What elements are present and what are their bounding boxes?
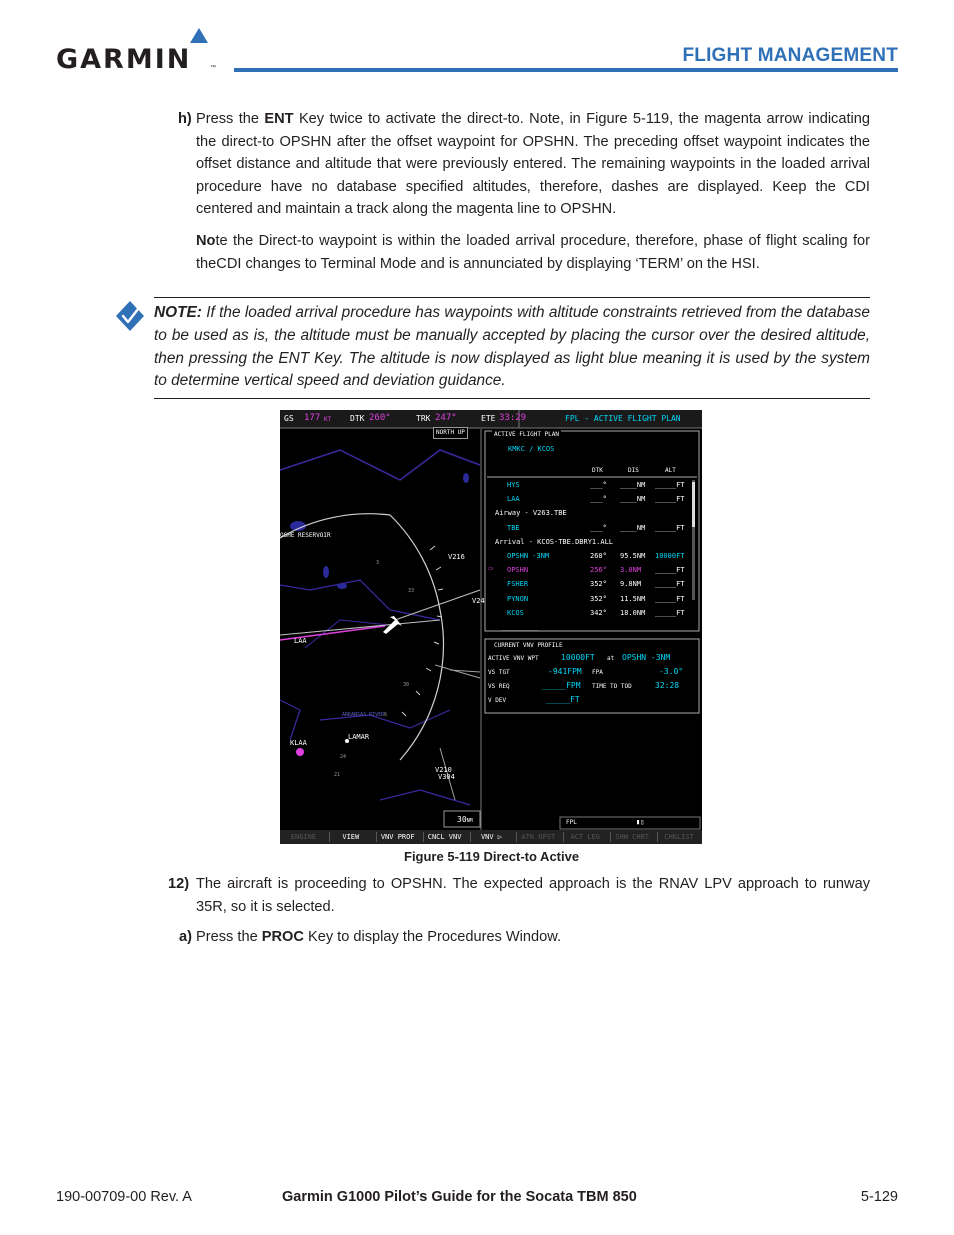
map-label-v216: V216	[448, 553, 465, 561]
map-range-value: 30	[457, 815, 467, 824]
gs-unit: KT	[324, 416, 332, 423]
step-h-post: Key twice to activate the direct-to. Note, in Figure 5-119, the magenta arrow indicating the direct-to OPSHN after the offset waypoint for OPSHN. The preceding offset waypoint indicates the offset distance and altitude that were previously entered. The remaining waypoints in the loaded arrival procedure have no database specified altitudes, therefore, dashes are displayed. Keep the CDI centered and maintain a track along the magenta line to OPSHN.	[196, 111, 871, 217]
vs-tgt-value: -941FPM	[548, 667, 582, 676]
section-title: FLIGHT MANAGEMENT	[682, 45, 898, 66]
vdev-value: _____FT	[546, 695, 580, 704]
step-h-body	[196, 108, 870, 221]
fpl-tab-label: FPL	[566, 819, 577, 826]
fpl-route: KMKC / KCOS	[508, 445, 555, 453]
fpl-dis: ____NM	[620, 495, 646, 504]
fpl-alt[interactable]: _____FT	[655, 566, 685, 575]
fpl-section-label: ACTIVE FLIGHT PLAN	[494, 431, 560, 438]
step-a-label: a)	[179, 929, 192, 945]
fpl-alt[interactable]: _____FT	[655, 481, 685, 489]
fpl-dtk: ___°	[590, 523, 607, 532]
dtk-value: 260°	[369, 413, 391, 423]
map-range-unit: NM	[466, 818, 473, 824]
fpl-empty-row: _________	[501, 623, 539, 631]
fpl-col-dis: DIS	[628, 467, 639, 474]
step-12	[168, 873, 870, 918]
step-12-label: 12)	[168, 876, 190, 892]
step-12-body: The aircraft is proceeding to OPSHN. The expected approach is the RNAV LPV approach to runway 35R, so it is selected.	[196, 876, 870, 915]
footer-page-number: 5-129	[860, 1189, 898, 1205]
softkey[interactable]: VNV ▷	[470, 832, 513, 842]
note-label: NOTE:	[154, 304, 202, 321]
compass-21: 21	[334, 772, 341, 778]
fpl-dtk: 260°	[590, 552, 607, 560]
vnv-active-alt: 10000FT	[561, 653, 595, 662]
compass-33: 33	[408, 588, 415, 594]
fpl-col-dtk: DTK	[592, 467, 603, 474]
note-body: If the loaded arrival procedure has waypoints with altitude constraints retrieved from the database to be used as is, the altitude must be manually accepted by placing the cursor over the desired altitude, then pressing the ENT Key. The altitude is now displayed as light blue meaning it is used by the system to determine vertical speed and deviation guidance.	[154, 304, 870, 390]
map-label-reservoir: OSHE RESERVOIR	[280, 532, 331, 539]
logo-trademark: ™	[210, 65, 216, 71]
trk-value: 247°	[435, 413, 457, 423]
fpl-dis: ____NM	[620, 523, 646, 532]
mfd-figure	[280, 410, 702, 844]
step-h	[178, 108, 870, 221]
compass-30: 30	[403, 682, 410, 688]
step-a	[179, 926, 561, 949]
map-label-v24: V24	[472, 597, 485, 605]
fpl-dis: 3.0NM	[620, 566, 642, 575]
fpl-dis: 95.5NM	[620, 552, 646, 560]
map-label-v210: V210	[435, 766, 452, 774]
compass-3: 3	[376, 560, 380, 566]
trk-label: TRK	[416, 414, 431, 423]
fpl-alt[interactable]: _____FT	[655, 608, 685, 617]
fpl-alt[interactable]: _____FT	[655, 594, 685, 603]
footer-doc-number: 190-00709-00 Rev. A	[56, 1189, 192, 1205]
fpl-tab-indicator-icon: ▮▯	[636, 818, 645, 826]
proc-key: PROC	[261, 929, 304, 945]
fpl-dtk: ___°	[590, 495, 607, 504]
fpl-waypoint-name[interactable]: OPSHN	[507, 566, 529, 575]
ent-key: ENT	[264, 111, 294, 127]
gs-label: GS	[284, 414, 294, 423]
fpl-leg-header: Arrival - KCOS-TBE.DBRY1.ALL	[495, 537, 614, 546]
fpl-alt[interactable]: _____FT	[655, 580, 685, 589]
vs-req-value: _____FPM	[542, 681, 581, 690]
softkey[interactable]: SHW CHRT	[610, 832, 653, 842]
fpl-col-alt: ALT	[665, 467, 676, 474]
fpl-dtk: ___°	[590, 481, 607, 489]
fpa-label: FPA	[592, 669, 603, 676]
softkey[interactable]: VIEW	[329, 832, 372, 842]
garmin-logo	[56, 28, 226, 78]
softkey[interactable]: CNCL VNV	[423, 832, 466, 842]
fpl-alt[interactable]: _____FT	[655, 523, 685, 532]
direct-to-arrow-icon: ⇨	[488, 564, 494, 575]
note-text	[154, 302, 870, 393]
map-label-lamar: LAMAR	[348, 733, 370, 741]
map-orientation: NORTH UP	[433, 427, 468, 439]
footer-title: Garmin G1000 Pilot’s Guide for the Socata TBM 850	[282, 1189, 637, 1205]
fpl-leg-header: Airway - V263.TBE	[495, 509, 567, 518]
softkey[interactable]: VNV PROF	[376, 832, 419, 842]
softkey[interactable]: ATK OFST	[516, 832, 559, 842]
fpl-dtk: 352°	[590, 594, 607, 603]
fpa-value[interactable]: -3.0°	[659, 667, 684, 676]
note-box	[154, 297, 870, 399]
fpl-dis: ____NM	[620, 481, 646, 489]
figure-caption: Figure 5-119 Direct-to Active	[404, 849, 580, 864]
fpl-dis: 18.0NM	[620, 608, 646, 617]
fpl-waypoint-name[interactable]: HYS	[507, 481, 520, 489]
gs-value: 177	[304, 413, 321, 423]
tod-value: 32:28	[655, 681, 680, 690]
fpl-waypoint-name[interactable]: LAA	[507, 495, 520, 504]
map-label-river: ARKANSAS RIVER	[342, 712, 385, 718]
fpl-dtk: 342°	[590, 608, 607, 617]
fpl-dis: 9.8NM	[620, 580, 642, 589]
compass-24: 24	[340, 754, 347, 760]
map-label-klaa: KLAA	[290, 739, 307, 747]
fpl-alt[interactable]: _____FT	[655, 495, 685, 504]
fpl-waypoint-name[interactable]: OPSHN -3NM	[507, 552, 550, 560]
vs-tgt-label: VS TGT	[488, 669, 510, 676]
note-paragraph-rest: te the Direct-to waypoint is within the loaded arrival procedure, therefore, phase of flight scaling for theCDI changes to Terminal Mode and is annunciated by displaying ‘TERM’ on the HSI.	[196, 233, 870, 272]
vdev-label: V DEV	[488, 697, 507, 704]
fpl-dis: 11.5NM	[620, 594, 646, 603]
logo-wordmark: GARMIN	[56, 44, 192, 75]
header-rule	[234, 68, 898, 72]
dtk-label: DTK	[350, 414, 365, 423]
fpl-waypoint-name[interactable]: PYNON	[507, 594, 529, 603]
fpl-dtk: 352°	[590, 580, 607, 589]
page-title: FPL - ACTIVE FLIGHT PLAN	[565, 414, 681, 423]
map-range[interactable]	[457, 815, 473, 826]
fpl-dtk: 256°	[590, 566, 607, 575]
softkey[interactable]: CHKLIST	[657, 832, 700, 842]
softkey[interactable]: ENGINE	[290, 833, 317, 841]
ete-label: ETE	[481, 414, 496, 423]
step-h-pre: Press the	[196, 111, 265, 127]
tod-label: TIME TO TOD	[592, 683, 632, 690]
vnv-active-wpt: OPSHN -3NM	[622, 653, 671, 662]
vs-req-label: VS REQ	[488, 683, 510, 690]
fpl-waypoint-name[interactable]: KCOS	[507, 608, 524, 617]
vnv-section-label: CURRENT VNV PROFILE	[494, 642, 563, 649]
vnv-at: at	[607, 655, 615, 662]
note-paragraph-bold: No	[196, 233, 216, 249]
map-label-v304: V304	[438, 773, 455, 781]
step-a-post: Key to display the Procedures Window.	[303, 929, 562, 945]
fpl-alt[interactable]: 10000FT	[655, 552, 685, 560]
checkmark-note-icon	[114, 300, 146, 332]
vnv-active-label: ACTIVE VNV WPT	[488, 655, 539, 662]
compass-6: 6	[384, 712, 388, 718]
softkey[interactable]: ACT LEG	[563, 832, 606, 842]
fpl-waypoint-name[interactable]: FSHER	[507, 580, 529, 589]
step-a-pre: Press the	[191, 929, 262, 945]
note-paragraph	[196, 230, 870, 275]
ete-value: 33:29	[499, 413, 527, 423]
map-label-laa: LAA	[294, 637, 307, 645]
fpl-waypoint-name[interactable]: TBE	[507, 523, 520, 532]
logo-triangle-icon	[190, 28, 208, 43]
step-h-label: h)	[178, 111, 192, 127]
